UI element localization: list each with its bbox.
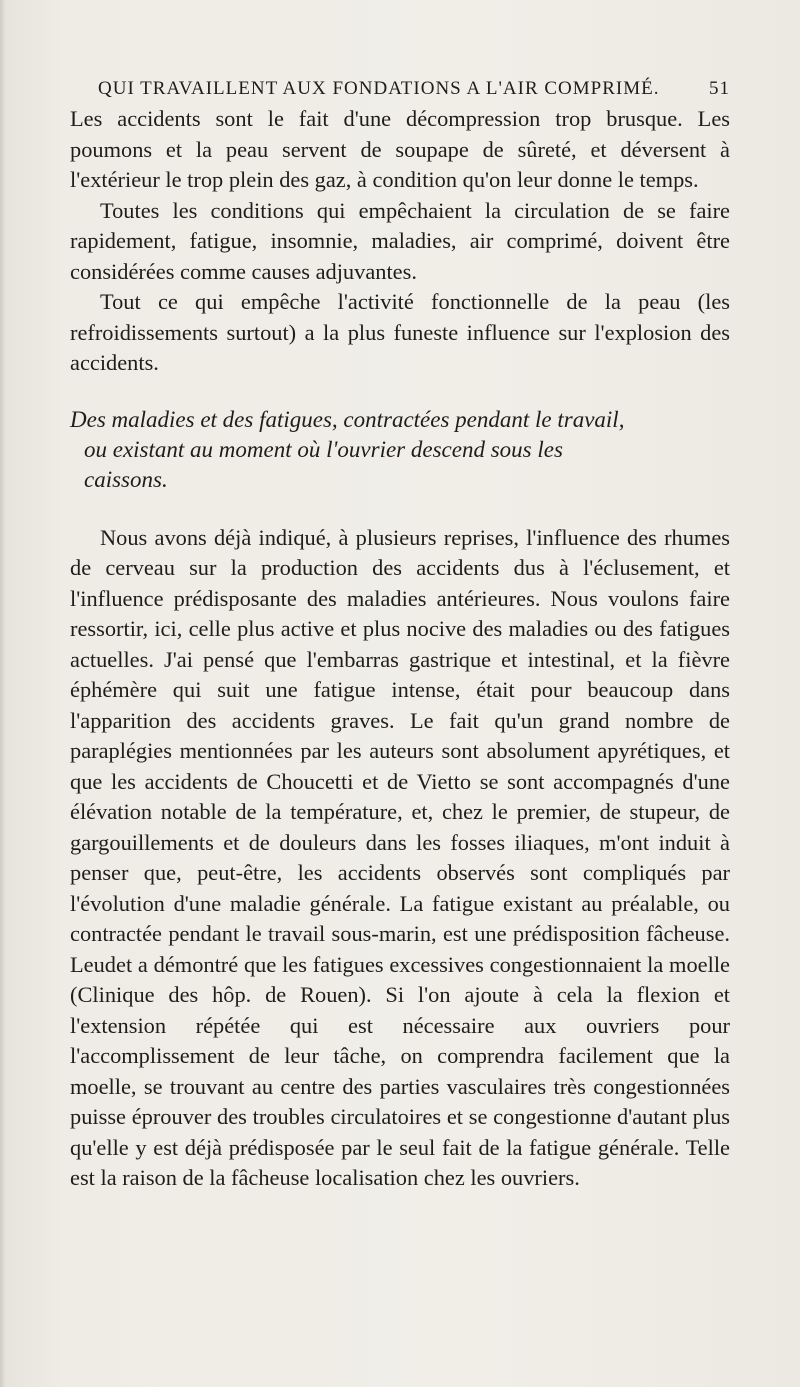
paragraph-2: Toutes les conditions qui empêchaient la circulation de se faire rapidement, fatigue, insomnie, maladies, air comprimé, doivent être considérées comme causes adjuvantes. <box>70 197 730 284</box>
running-title: QUI TRAVAILLENT AUX FONDATIONS A L'AIR COMPRIMÉ. <box>98 78 660 99</box>
body-paragraph: Nous avons déjà indiqué, à plusieurs reprises, l'influence des rhumes de cerveau sur la production des accidents dus à l'éclusement, et l'influence prédisposante des maladies antérieures. Nous voulons faire ressortir, ici, celle plus active et plus nocive des maladies ou des fatigues actuelles. J'ai pensé que l'embarras gastrique et intestinal, et la fièvre éphémère qui suit une fatigue intense, était pour beaucoup dans l'apparition des accidents graves. Le fait qu'un grand nombre de paraplégies mentionnées par les auteurs sont absolument apyrétiques, et que les accidents de Choucetti et de Vietto se sont accompagnés d'une élévation notable de la température, et, chez le premier, de stupeur, de gargouillements et de douleurs dans les fosses iliaques, m'ont induit à penser que, peut-être, les accidents observés sont compliqués par l'évolution d'une maladie générale. La fatigue existant au préalable, ou contractée pendant le travail sous-marin, est une prédisposition fâcheuse. Leudet a démontré que les fatigues excessives congestionnaient la moelle (Clinique des hôp. de Rouen). Si l'on ajoute à cela la flexion et l'extension répétée qui est nécessaire aux ouvriers pour l'accomplissement de leur tâche, on comprendra facilement que la moelle, se trouvant au centre des parties vasculaires très congestionnées puisse éprouver des troubles circulatoires et se congestionne d'autant plus qu'elle y est déjà prédisposée par le seul fait de la fatigue générale. Telle est la raison de la fâcheuse localisation chez les ouvriers. <box>70 524 730 1190</box>
section-heading-line-1: Des maladies et des fatigues, contractées pendant le travail, <box>70 406 625 432</box>
page-edge-shadow <box>0 0 6 1387</box>
paragraph-3: Tout ce qui empêche l'activité fonctionnelle de la peau (les refroidissements surtout) a la plus funeste influence sur l'explosion des accidents. <box>70 289 730 375</box>
section-heading-line-3: caissons. <box>84 466 168 492</box>
page-number: 51 <box>709 78 730 99</box>
section-heading <box>70 405 730 495</box>
page-text <box>70 104 730 1194</box>
section-heading-line-2: ou existant au moment où l'ouvrier descend sous les <box>84 436 563 462</box>
paragraph-1: Les accidents sont le fait d'une décompression trop brusque. Les poumons et la peau servent de soupape de sûreté, et déversent à l'extérieur le trop plein des gaz, à condition qu'on leur donne le temps. <box>70 106 730 192</box>
